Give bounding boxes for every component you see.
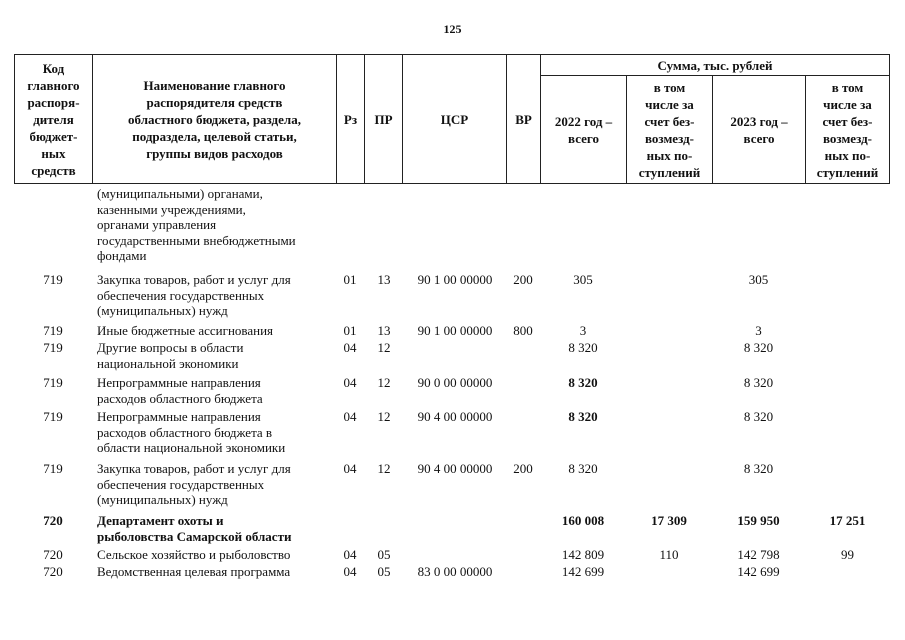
cell-vr: 200 <box>513 461 533 476</box>
cell-sum-2023: 305 <box>748 272 769 287</box>
cell-csr: 90 4 00 00000 <box>417 409 493 424</box>
cell-sum-2022: 305 <box>573 272 593 287</box>
header-code: Код главного распоря- дителя бюджет- ных средств <box>27 60 80 178</box>
cell-csr: 90 1 00 00000 <box>417 272 493 287</box>
cell-csr: 90 4 00 00000 <box>417 461 493 476</box>
cell-sum-2022: 142 809 <box>561 547 605 562</box>
cell-rz: 04 <box>343 409 357 424</box>
cell-sum-2022: 160 008 <box>561 513 605 528</box>
cell-sum-2023: 142 699 <box>737 564 780 579</box>
cell-name: Другие вопросы в области национальной экономики <box>97 340 244 371</box>
table-header <box>14 54 890 184</box>
header-incl-2022: в том числе за счет без- возмезд- ных по- ступлений <box>638 79 701 180</box>
header-sum-group: Сумма, тыс. рублей <box>657 57 773 73</box>
cell-rz: 04 <box>343 547 357 562</box>
cell-sum-2022: 8 320 <box>568 409 598 424</box>
cell-sum-2023: 8 320 <box>743 409 774 424</box>
cell-vr: 200 <box>513 272 533 287</box>
page-number: 125 <box>443 22 462 36</box>
cell-name: (муниципальными) органами, казенными учреждениями, органами управления государственными внебюджетными фондами <box>97 186 296 263</box>
header-incl-2023: в том числе за счет без- возмезд- ных по- ступлений <box>816 79 879 180</box>
header-total-2023: 2023 год – всего <box>730 113 788 146</box>
cell-pr: 13 <box>377 323 391 338</box>
cell-name: Иные бюджетные ассигнования <box>97 323 274 338</box>
cell-name: Непрограммные направления расходов областного бюджета в области национальной экономики <box>97 409 286 455</box>
cell-rz: 04 <box>343 340 357 355</box>
cell-pr: 05 <box>377 564 391 579</box>
header-pr: ПР <box>374 111 393 127</box>
cell-pr: 12 <box>377 340 391 355</box>
cell-name: Департамент охоты и рыболовства Самарской области <box>97 513 292 544</box>
cell-sum-2023: 159 950 <box>737 513 780 528</box>
cell-name: Сельское хозяйство и рыболовство <box>97 547 291 562</box>
cell-incl-2022: 17 309 <box>651 513 687 528</box>
cell-incl-2023: 99 <box>841 547 854 562</box>
cell-sum-2023: 8 320 <box>743 461 774 476</box>
cell-sum-2023: 142 798 <box>737 547 780 562</box>
cell-csr: 90 1 00 00000 <box>417 323 493 338</box>
cell-sum-2023: 8 320 <box>743 375 774 390</box>
header-bottom-border <box>14 183 890 184</box>
cell-rz: 01 <box>343 272 357 287</box>
cell-name: Непрограммные направления расходов областного бюджета <box>97 375 263 406</box>
cell-pr: 13 <box>377 272 391 287</box>
cell-rz: 01 <box>343 323 357 338</box>
cell-sum-2022: 8 320 <box>568 461 598 476</box>
cell-code: 719 <box>43 461 63 476</box>
cell-pr: 12 <box>377 461 391 476</box>
cell-sum-2022: 8 320 <box>568 340 598 355</box>
header-name: Наименование главного распорядителя средств областного бюджета, раздела, подраздела, целевой статьи, группы видов расходов <box>128 77 301 161</box>
cell-sum-2023: 8 320 <box>743 340 774 355</box>
header-right-border <box>889 54 890 184</box>
header-total-2022: 2022 год – всего <box>554 113 613 146</box>
cell-code: 719 <box>43 340 63 355</box>
cell-sum-2023: 3 <box>755 323 762 338</box>
cell-code: 719 <box>43 375 63 390</box>
cell-name: Ведомственная целевая программа <box>97 564 291 579</box>
cell-incl-2022: 110 <box>659 547 679 562</box>
cell-incl-2023: 17 251 <box>829 513 866 528</box>
header-csr: ЦСР <box>440 111 469 127</box>
cell-name: Закупка товаров, работ и услуг для обеспечения государственных (муниципальных) нужд <box>97 461 291 507</box>
cell-pr: 05 <box>377 547 391 562</box>
cell-code: 719 <box>43 323 63 338</box>
cell-vr: 800 <box>513 323 533 338</box>
cell-code: 719 <box>43 272 63 287</box>
cell-code: 720 <box>43 513 63 528</box>
cell-name: Закупка товаров, работ и услуг для обеспечения государственных (муниципальных) нужд <box>97 272 291 318</box>
cell-csr: 90 0 00 00000 <box>417 375 493 390</box>
cell-code: 720 <box>43 564 63 579</box>
cell-code: 720 <box>43 547 63 562</box>
cell-sum-2022: 3 <box>579 323 587 338</box>
cell-rz: 04 <box>343 375 357 390</box>
cell-rz: 04 <box>343 461 357 476</box>
cell-pr: 12 <box>377 375 391 390</box>
cell-sum-2022: 8 320 <box>568 375 598 390</box>
header-rz: Рз <box>343 111 358 127</box>
header-vr: ВР <box>515 111 532 127</box>
cell-sum-2022: 142 699 <box>561 564 605 579</box>
cell-code: 719 <box>43 409 63 424</box>
cell-rz: 04 <box>343 564 357 579</box>
cell-csr: 83 0 00 00000 <box>417 564 493 579</box>
cell-pr: 12 <box>377 409 391 424</box>
